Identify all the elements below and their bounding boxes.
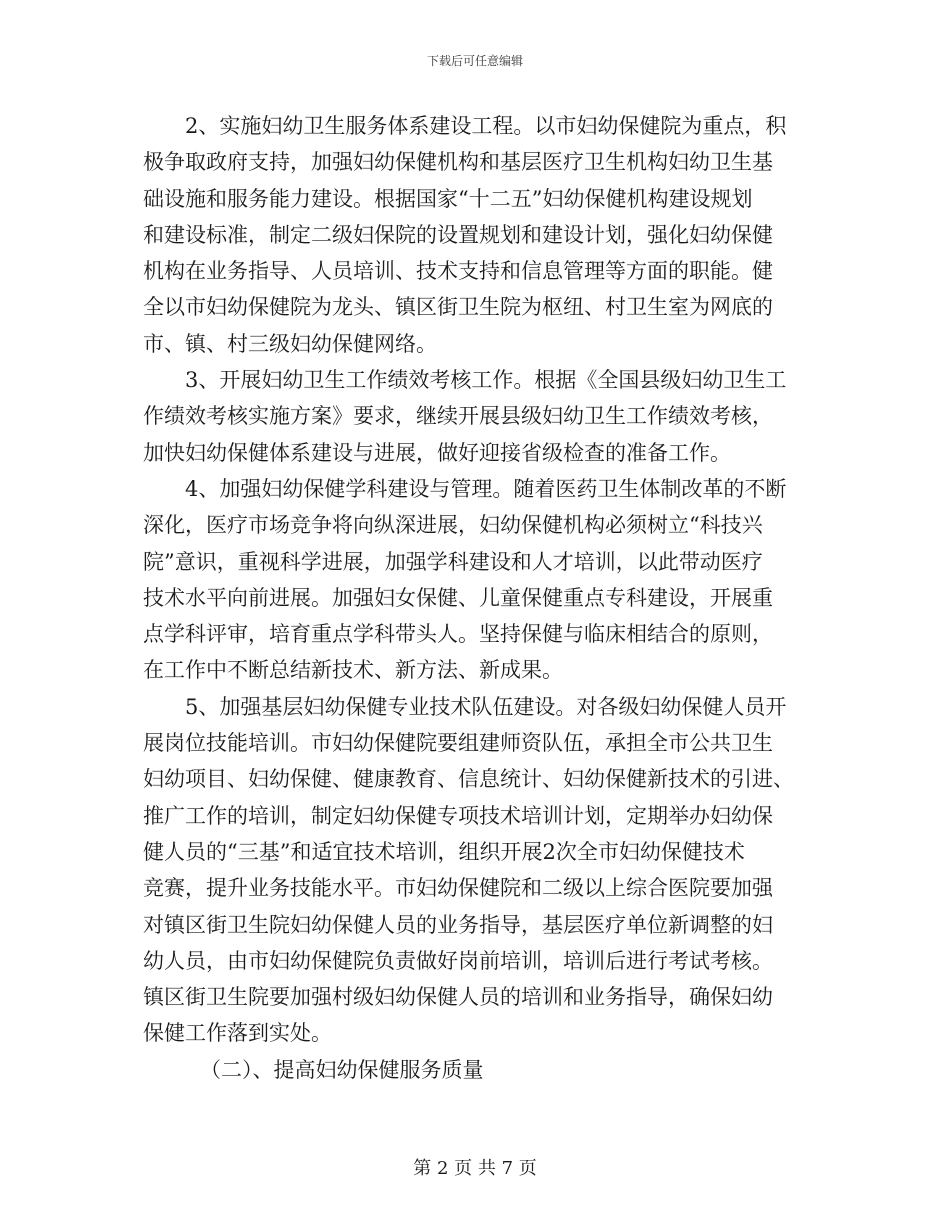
text-line: 健人员的“三基”和适宜技术培训，组织开展2次全市妇幼保健技术 [143,839,745,864]
text-line: 市、镇、村三级妇幼保健网络。 [143,331,437,356]
document-body [143,108,807,1088]
paragraph-item-2 [143,108,807,362]
text-line: 在工作中不断总结新技术、新方法、新成果。 [143,658,563,683]
text-line: 院”意识，重视科学进展，加强学科建设和人才培训，以此带动医疗 [143,549,763,574]
text-line: 5、加强基层妇幼保健专业技术队伍建设。对各级妇幼保健人员开 [185,694,787,719]
text-line: 机构在业务指导、人员培训、技术支持和信息管理等方面的职能。健 [143,259,773,284]
paragraph-item-4 [143,471,807,689]
paragraph-item-5 [143,689,807,1052]
text-line: 深化，医疗市场竞争将向纵深进展，妇幼保健机构必须树立“科技兴 [143,513,763,538]
section-subheading: （二）、提高妇幼保健服务质量 [200,1057,484,1082]
paragraph-item-3 [143,362,807,471]
text-line: 对镇区街卫生院妇幼保健人员的业务指导，基层医疗单位新调整的妇 [143,912,773,937]
text-line: 础设施和服务能力建设。根据国家“十二五”妇幼保健机构建设规划 [143,186,753,211]
text-line: 3、开展妇幼卫生工作绩效考核工作。根据《全国县级妇幼卫生工 [185,368,787,393]
text-line: 幼人员，由市妇幼保健院负责做好岗前培训，培训后进行考试考核。 [143,948,773,973]
text-line: 点学科评审，培育重点学科带头人。坚持保健与临床相结合的原则， [143,622,773,647]
text-line: 展岗位技能培训。市妇幼保健院要组建师资队伍，承担全市公共卫生 [143,731,773,756]
text-line: 镇区街卫生院要加强村级妇幼保健人员的培训和业务指导，确保妇幼 [143,985,773,1010]
text-line: 保健工作落到实处。 [143,1021,332,1046]
page-number: 第 2 页 共 7 页 [413,1158,537,1179]
text-line: 2、实施妇幼卫生服务体系建设工程。以市妇幼保健院为重点，积 [185,114,787,138]
text-line: 极争取政府支持，加强妇幼保健机构和基层医疗卫生机构妇幼卫生基 [143,150,773,175]
text-line: 4、加强妇幼保健学科建设与管理。随着医药卫生体制改革的不断 [185,476,787,501]
text-line: 作绩效考核实施方案》要求，继续开展县级妇幼卫生工作绩效考核， [143,404,773,429]
text-line: 技术水平向前进展。加强妇女保健、儿童保健重点专科建设，开展重 [143,585,773,610]
page-header-note: 下载后可任意编辑 [426,54,523,68]
text-line: 全以市妇幼保健院为龙头、镇区街卫生院为枢纽、村卫生室为网底的 [143,295,773,320]
text-line: 竞赛，提升业务技能水平。市妇幼保健院和二级以上综合医院要加强 [143,876,773,901]
text-line: 推广工作的培训，制定妇幼保健专项技术培训计划，定期举办妇幼保 [143,803,773,828]
text-line: 加快妇幼保健体系建设与进展，做好迎接省级检查的准备工作。 [143,440,731,465]
text-line: 妇幼项目、妇幼保健、健康教育、信息统计、妇幼保健新技术的引进、 [143,767,794,792]
text-line: 和建设标准，制定二级妇保院的设置规划和建设计划，强化妇幼保健 [143,222,773,247]
